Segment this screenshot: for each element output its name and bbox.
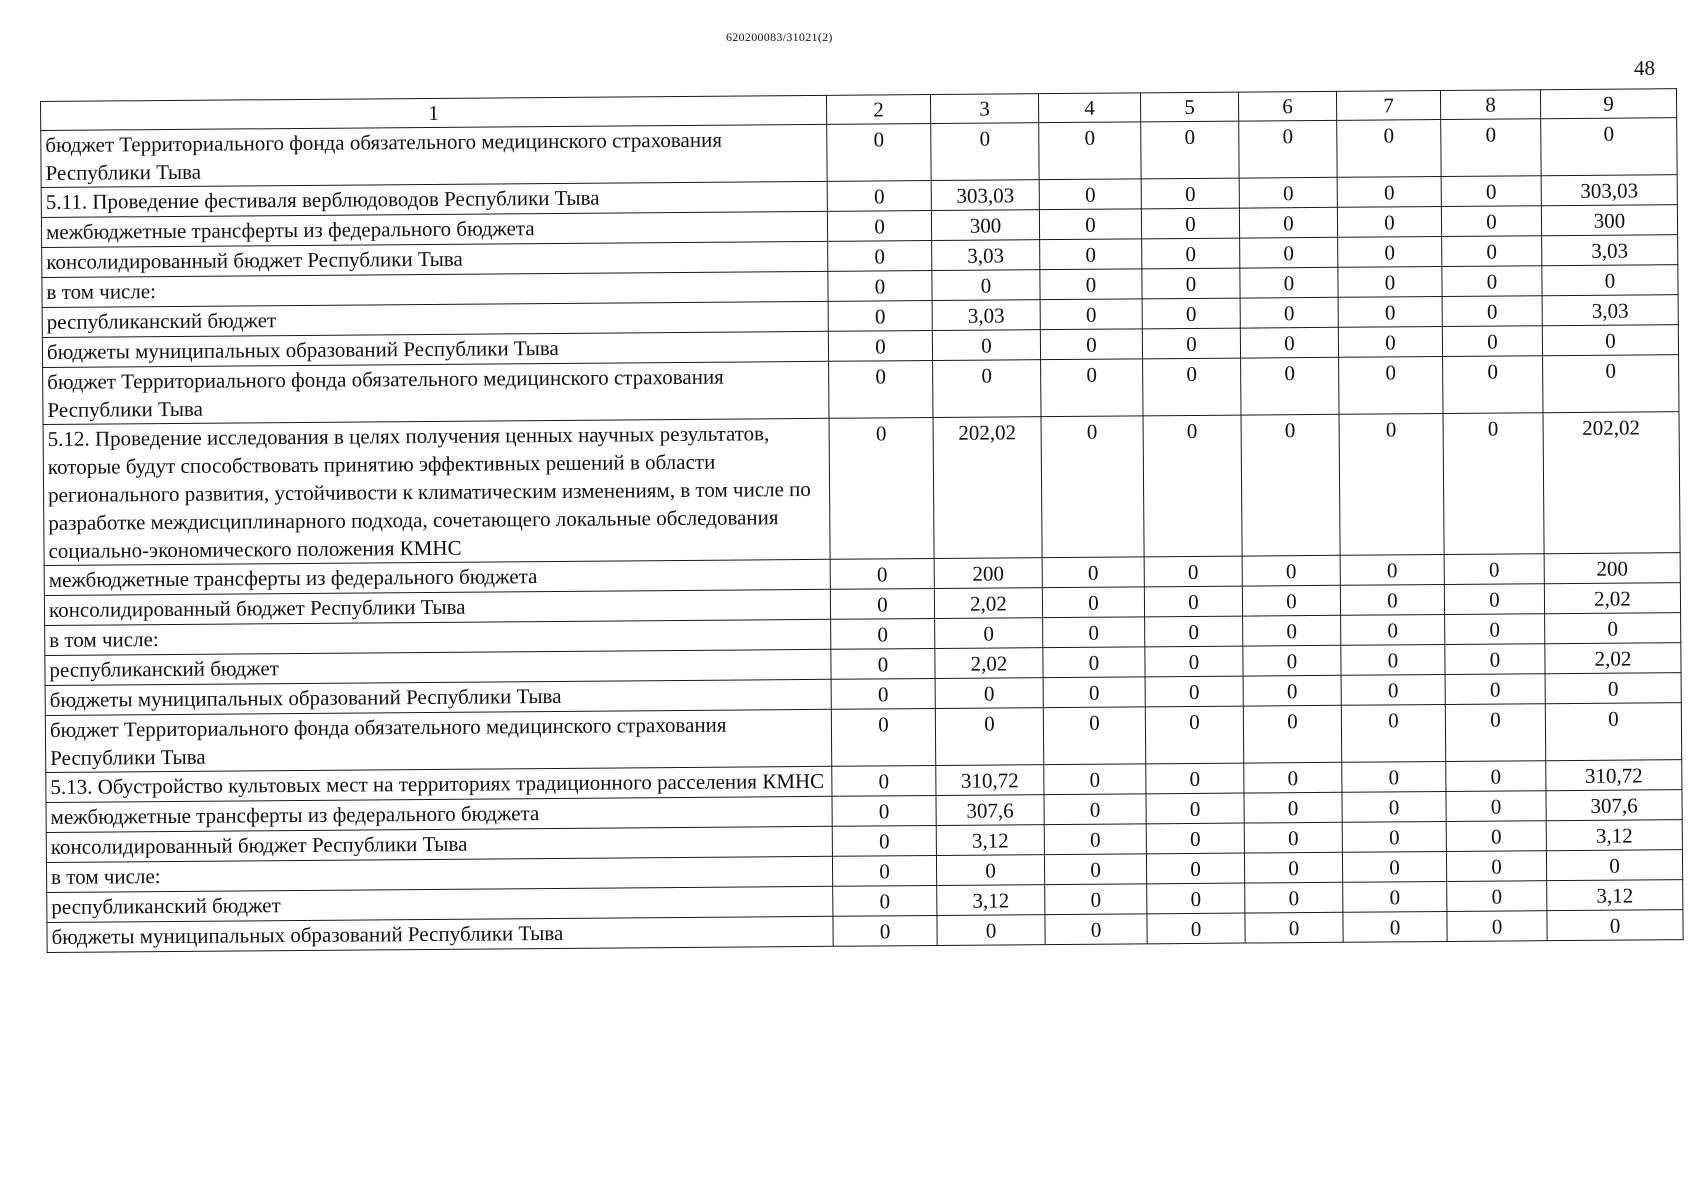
column-header: 5 <box>1140 92 1238 122</box>
value-cell: 0 <box>1143 415 1242 557</box>
value-cell: 0 <box>1141 121 1239 179</box>
value-cell: 0 <box>833 915 937 946</box>
value-cell: 310,72 <box>1546 760 1682 791</box>
value-cell: 0 <box>935 678 1043 709</box>
value-cell: 0 <box>1447 911 1547 942</box>
value-cell: 0 <box>830 558 934 589</box>
value-cell: 0 <box>1239 207 1337 238</box>
value-cell: 0 <box>1244 852 1342 883</box>
row-label: консолидированный бюджет Республики Тыва <box>42 241 828 277</box>
value-cell: 0 <box>1044 764 1146 795</box>
value-cell: 0 <box>1445 674 1545 705</box>
value-cell: 0 <box>1446 851 1546 882</box>
row-label: республиканский бюджет <box>45 649 831 685</box>
value-cell: 0 <box>1446 791 1546 822</box>
value-cell: 0 <box>1341 614 1445 645</box>
value-cell: 0 <box>1337 206 1441 237</box>
value-cell: 0 <box>1543 355 1679 413</box>
value-cell: 0 <box>937 915 1045 946</box>
value-cell: 0 <box>1043 677 1145 708</box>
value-cell: 300 <box>1541 205 1677 236</box>
value-cell: 0 <box>1445 614 1545 645</box>
value-cell: 0 <box>1342 851 1446 882</box>
value-cell: 0 <box>1441 206 1541 237</box>
value-cell: 0 <box>1144 556 1242 587</box>
value-cell: 0 <box>1338 266 1442 297</box>
row-label: межбюджетные трансферты из федерального бюджета <box>46 796 832 832</box>
value-cell: 310,72 <box>936 765 1044 796</box>
value-cell: 0 <box>1039 122 1141 180</box>
value-cell: 0 <box>1447 881 1547 912</box>
value-cell: 0 <box>829 360 933 418</box>
value-cell: 0 <box>831 708 935 766</box>
value-cell: 0 <box>1240 297 1338 328</box>
value-cell: 0 <box>931 123 1039 181</box>
value-cell: 0 <box>1044 824 1146 855</box>
row-label: в том числе: <box>45 619 831 655</box>
value-cell: 202,02 <box>1543 412 1680 554</box>
value-cell: 0 <box>1542 265 1678 296</box>
value-cell: 0 <box>827 181 931 212</box>
row-label: бюджеты муниципальных образований Республики Тыва <box>45 679 831 715</box>
value-cell: 0 <box>830 588 934 619</box>
value-cell: 3,12 <box>1546 820 1682 851</box>
value-cell: 0 <box>1040 239 1142 270</box>
value-cell: 3,12 <box>936 825 1044 856</box>
value-cell: 0 <box>1337 176 1441 207</box>
value-cell: 2,02 <box>1544 583 1680 614</box>
value-cell: 0 <box>1245 912 1343 943</box>
value-cell: 0 <box>1541 118 1677 176</box>
page-number: 48 <box>1634 56 1655 80</box>
column-header: 9 <box>1540 89 1676 119</box>
value-cell: 0 <box>1343 881 1447 912</box>
table-row <box>43 412 1680 566</box>
row-label: 5.12. Проведение исследования в целях получения ценных научных результатов, которые будут способствовать принятию эффективных решений в области регионального развития, устойчивости к климатическим изменениям, в том числе по разработке междисциплинарного подхода, сочетающего локальные обследования социально-экономического положения КМНС <box>43 418 830 565</box>
value-cell: 0 <box>1442 266 1542 297</box>
row-label: бюджет Территориального фонда обязательного медицинского страхования Республики Тыва <box>43 361 829 424</box>
value-cell: 0 <box>1341 674 1445 705</box>
value-cell: 0 <box>1044 854 1146 885</box>
column-header: 3 <box>930 94 1038 124</box>
row-label: консолидированный бюджет Республики Тыва <box>46 826 832 862</box>
value-cell: 0 <box>1045 914 1147 945</box>
value-cell: 0 <box>1039 179 1141 210</box>
value-cell: 0 <box>1244 822 1342 853</box>
value-cell: 0 <box>1546 850 1682 881</box>
row-label: бюджет Территориального фонда обязательного медицинского страхования Республики Тыва <box>41 124 827 187</box>
value-cell: 0 <box>1340 584 1444 615</box>
value-cell: 0 <box>828 271 932 302</box>
value-cell: 0 <box>1042 557 1144 588</box>
value-cell: 0 <box>1340 554 1444 585</box>
value-cell: 0 <box>1241 357 1339 415</box>
value-cell: 0 <box>1042 587 1144 618</box>
value-cell: 3,12 <box>937 885 1045 916</box>
value-cell: 0 <box>1146 763 1244 794</box>
value-cell: 0 <box>1142 238 1240 269</box>
column-header: 8 <box>1440 90 1540 120</box>
value-cell: 0 <box>1442 236 1542 267</box>
value-cell: 0 <box>1041 416 1144 558</box>
value-cell: 0 <box>1338 296 1442 327</box>
value-cell: 0 <box>1443 356 1543 414</box>
value-cell: 0 <box>1446 821 1546 852</box>
table-body <box>41 118 1683 953</box>
value-cell: 3,03 <box>932 300 1040 331</box>
value-cell: 0 <box>1339 356 1443 414</box>
value-cell: 0 <box>1443 413 1544 555</box>
value-cell: 0 <box>1339 413 1444 555</box>
value-cell: 0 <box>1243 705 1341 763</box>
column-header: 7 <box>1336 91 1440 121</box>
value-cell: 0 <box>1146 823 1244 854</box>
value-cell: 3,12 <box>1547 880 1683 911</box>
value-cell: 0 <box>832 765 936 796</box>
value-cell: 0 <box>1147 913 1245 944</box>
column-header: 4 <box>1038 93 1140 123</box>
value-cell: 300 <box>931 210 1039 241</box>
value-cell: 0 <box>1043 617 1145 648</box>
row-label: республиканский бюджет <box>42 301 828 337</box>
value-cell: 0 <box>829 417 934 559</box>
value-cell: 0 <box>1040 299 1142 330</box>
value-cell: 0 <box>932 270 1040 301</box>
budget-table-container <box>40 88 1683 953</box>
value-cell: 0 <box>1441 176 1541 207</box>
value-cell: 0 <box>1242 585 1340 616</box>
value-cell: 0 <box>1444 584 1544 615</box>
value-cell: 0 <box>1039 209 1141 240</box>
row-label: межбюджетные трансферты из федерального бюджета <box>44 559 830 595</box>
value-cell: 0 <box>1239 177 1337 208</box>
value-cell: 0 <box>1444 554 1544 585</box>
row-label: бюджет Территориального фонда обязательного медицинского страхования Республики Тыва <box>45 709 831 772</box>
value-cell: 0 <box>1141 208 1239 239</box>
value-cell: 0 <box>1243 675 1341 706</box>
value-cell: 0 <box>1240 237 1338 268</box>
value-cell: 2,02 <box>1545 643 1681 674</box>
document-code: 620200083/31021(2) <box>726 30 833 44</box>
value-cell: 0 <box>1043 647 1145 678</box>
value-cell: 0 <box>1146 853 1244 884</box>
value-cell: 0 <box>1244 762 1342 793</box>
column-header: 1 <box>41 95 827 130</box>
value-cell: 0 <box>1043 707 1145 765</box>
value-cell: 3,03 <box>1542 235 1678 266</box>
value-cell: 0 <box>1240 267 1338 298</box>
value-cell: 0 <box>1442 326 1542 357</box>
value-cell: 307,6 <box>936 795 1044 826</box>
value-cell: 0 <box>832 825 936 856</box>
column-header: 6 <box>1238 91 1336 121</box>
value-cell: 0 <box>831 678 935 709</box>
value-cell: 202,02 <box>933 417 1042 559</box>
value-cell: 0 <box>1442 296 1542 327</box>
row-label: консолидированный бюджет Республики Тыва <box>44 589 830 625</box>
value-cell: 0 <box>1041 359 1143 417</box>
value-cell: 0 <box>1145 616 1243 647</box>
value-cell: 0 <box>1142 328 1240 359</box>
value-cell: 0 <box>1142 268 1240 299</box>
value-cell: 0 <box>828 330 932 361</box>
value-cell: 200 <box>1544 553 1680 584</box>
value-cell: 0 <box>1342 791 1446 822</box>
value-cell: 303,03 <box>1541 175 1677 206</box>
value-cell: 0 <box>1242 555 1340 586</box>
value-cell: 0 <box>1545 673 1681 704</box>
value-cell: 2,02 <box>934 588 1042 619</box>
value-cell: 307,6 <box>1546 790 1682 821</box>
value-cell: 0 <box>1142 298 1240 329</box>
value-cell: 0 <box>1145 646 1243 677</box>
value-cell: 0 <box>1040 269 1142 300</box>
value-cell: 0 <box>1342 761 1446 792</box>
row-label: в том числе: <box>42 271 828 307</box>
value-cell: 0 <box>935 618 1043 649</box>
value-cell: 0 <box>828 300 932 331</box>
value-cell: 0 <box>832 795 936 826</box>
value-cell: 0 <box>1542 325 1678 356</box>
row-label: республиканский бюджет <box>47 886 833 922</box>
value-cell: 2,02 <box>935 648 1043 679</box>
value-cell: 0 <box>932 330 1040 361</box>
value-cell: 0 <box>1145 676 1243 707</box>
value-cell: 0 <box>1446 761 1546 792</box>
value-cell: 0 <box>1241 414 1340 556</box>
value-cell: 3,03 <box>932 240 1040 271</box>
row-label: 5.13. Обустройство культовых мест на территориях традиционного расселения КМНС <box>46 766 832 802</box>
value-cell: 0 <box>832 855 936 886</box>
value-cell: 0 <box>1243 645 1341 676</box>
value-cell: 0 <box>1343 911 1447 942</box>
value-cell: 0 <box>1144 586 1242 617</box>
value-cell: 0 <box>1337 119 1441 177</box>
row-label: в том числе: <box>46 856 832 892</box>
value-cell: 0 <box>1341 704 1445 762</box>
value-cell: 0 <box>1239 120 1337 178</box>
value-cell: 0 <box>1141 178 1239 209</box>
value-cell: 0 <box>1245 882 1343 913</box>
value-cell: 0 <box>1243 615 1341 646</box>
value-cell: 0 <box>831 648 935 679</box>
budget-table <box>40 88 1684 953</box>
value-cell: 0 <box>1147 883 1245 914</box>
value-cell: 0 <box>828 241 932 272</box>
value-cell: 0 <box>827 211 931 242</box>
value-cell: 0 <box>1044 794 1146 825</box>
row-label: 5.11. Проведение фестиваля верблюдоводов Республики Тыва <box>41 181 827 217</box>
value-cell: 0 <box>833 885 937 916</box>
value-cell: 0 <box>1338 326 1442 357</box>
value-cell: 0 <box>1045 884 1147 915</box>
value-cell: 200 <box>934 558 1042 589</box>
value-cell: 0 <box>1547 910 1683 941</box>
value-cell: 0 <box>933 360 1041 418</box>
value-cell: 0 <box>1545 613 1681 644</box>
value-cell: 0 <box>1145 706 1243 764</box>
value-cell: 3,03 <box>1542 295 1678 326</box>
value-cell: 0 <box>935 708 1043 766</box>
value-cell: 0 <box>1342 821 1446 852</box>
value-cell: 0 <box>1445 644 1545 675</box>
value-cell: 0 <box>1441 119 1541 177</box>
row-label: бюджеты муниципальных образований Республики Тыва <box>42 331 828 367</box>
value-cell: 0 <box>1545 703 1681 761</box>
value-cell: 0 <box>936 855 1044 886</box>
value-cell: 0 <box>1146 793 1244 824</box>
value-cell: 0 <box>1445 704 1545 762</box>
row-label: бюджеты муниципальных образований Республики Тыва <box>47 916 833 952</box>
row-label: межбюджетные трансферты из федерального бюджета <box>41 211 827 247</box>
value-cell: 0 <box>1338 236 1442 267</box>
value-cell: 0 <box>1244 792 1342 823</box>
value-cell: 303,03 <box>931 180 1039 211</box>
value-cell: 0 <box>1143 358 1241 416</box>
value-cell: 0 <box>827 124 931 182</box>
value-cell: 0 <box>1040 329 1142 360</box>
column-header: 2 <box>826 95 930 125</box>
value-cell: 0 <box>831 618 935 649</box>
value-cell: 0 <box>1240 327 1338 358</box>
value-cell: 0 <box>1341 644 1445 675</box>
